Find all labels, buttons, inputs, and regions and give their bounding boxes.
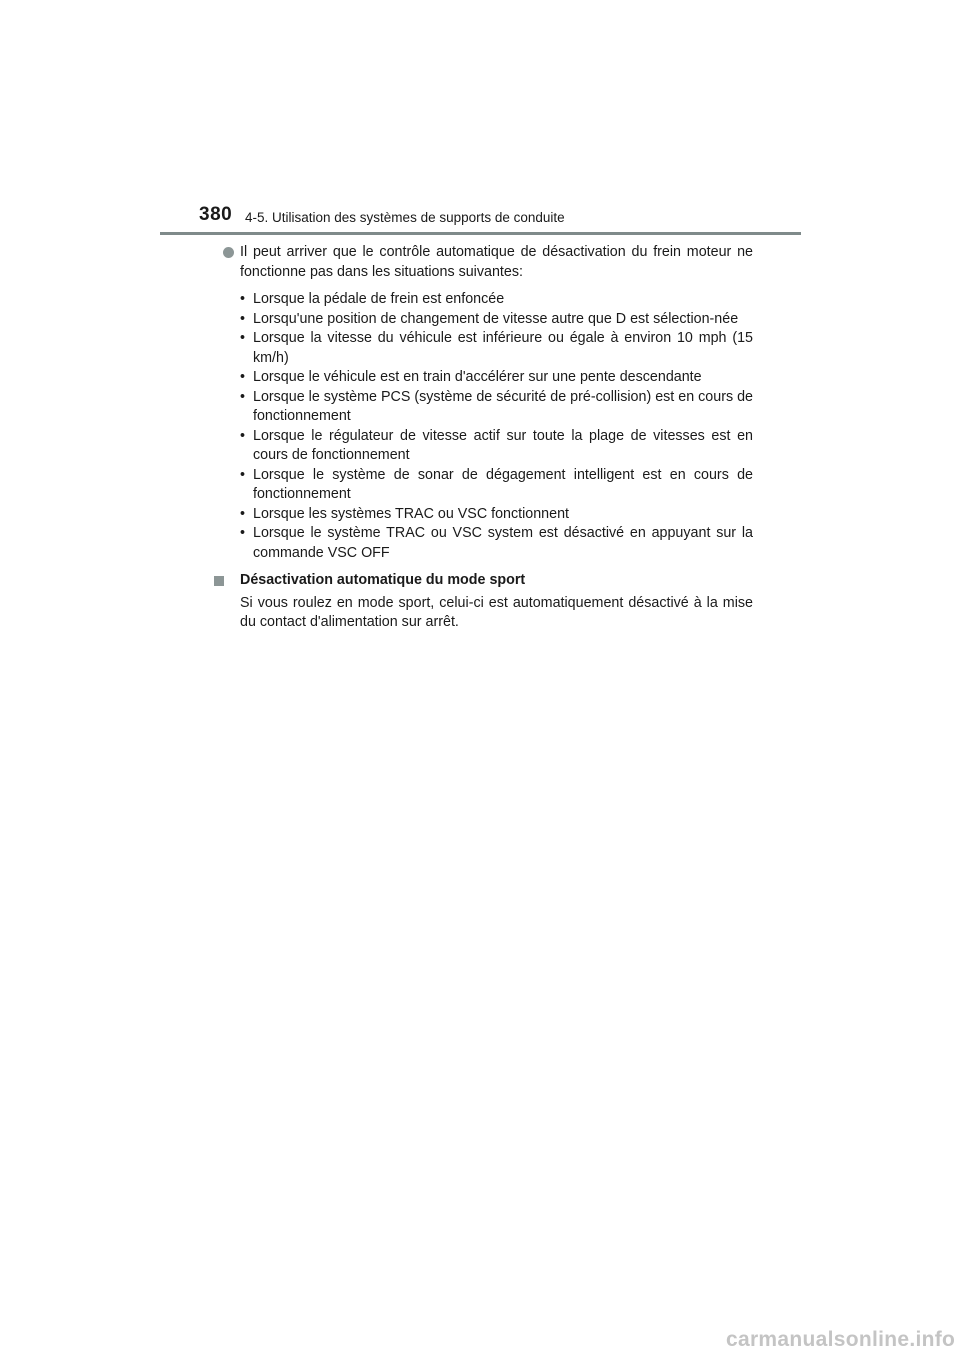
list-item-text: Lorsque les systèmes TRAC ou VSC fonctionnent [253, 505, 570, 522]
subsection-title: Désactivation automatique du mode sport [240, 572, 526, 588]
list-item-text: Lorsque le véhicule est en train d'accélérer sur une pente descendante [253, 369, 702, 385]
subsection-body: Si vous roulez en mode sport, celui-ci est automatiquement désactivé à la mise du contact d'alimentation sur arrêt. [240, 594, 753, 630]
list-item [240, 388, 753, 427]
bullet-icon: • [240, 291, 246, 307]
bullet-icon: • [240, 388, 246, 405]
subsection-heading [223, 571, 753, 591]
square-bullet-icon [214, 576, 224, 586]
condition-list [223, 290, 753, 563]
list-item [240, 290, 753, 310]
bullet-icon: • [240, 369, 246, 385]
bullet-icon: • [240, 505, 246, 522]
bullet-icon: • [240, 310, 246, 327]
list-item-text: Lorsque le système TRAC ou VSC system est désactivé en appuyant sur la commande VSC OFF [253, 525, 753, 561]
bullet-icon: • [240, 330, 246, 346]
main-content [223, 243, 753, 633]
list-item [240, 310, 753, 330]
page-number: 380 [199, 204, 233, 225]
list-item [240, 329, 753, 368]
section-title: 4-5. Utilisation des systèmes de supports de conduite [245, 210, 565, 225]
header-divider [160, 232, 801, 235]
list-item-text: Lorsque le système PCS (système de sécurité de pré-collision) est en cours de fonctionnement [253, 388, 753, 424]
list-item-text: Lorsque la pédale de frein est enfoncée [253, 291, 505, 307]
subsection-sport-mode [223, 571, 753, 633]
list-item [240, 466, 753, 505]
bullet-icon: • [240, 427, 246, 444]
list-item [240, 505, 753, 525]
list-item [240, 524, 753, 563]
list-item-text: Lorsqu'une position de changement de vitesse autre que D est sélection-née [253, 310, 739, 327]
list-item-text: Lorsque le régulateur de vitesse actif sur toute la plage de vitesses est en cours de fonctionnement [253, 427, 753, 463]
list-item [240, 427, 753, 466]
intro-text: Il peut arriver que le contrôle automatique de désactivation du frein moteur ne fonctionne pas dans les situations suivantes: [240, 244, 753, 280]
bullet-icon: • [240, 466, 246, 483]
watermark: carmanualsonline.info [726, 1328, 956, 1351]
intro-paragraph [223, 243, 753, 282]
bullet-icon: • [240, 525, 246, 541]
list-item-text: Lorsque la vitesse du véhicule est inférieure ou égale à environ 10 mph (15 km/h) [253, 330, 753, 366]
list-item-text: Lorsque le système de sonar de dégagement intelligent est en cours de fonctionnement [253, 466, 753, 502]
circle-bullet-icon [223, 247, 234, 258]
list-item [240, 368, 753, 388]
